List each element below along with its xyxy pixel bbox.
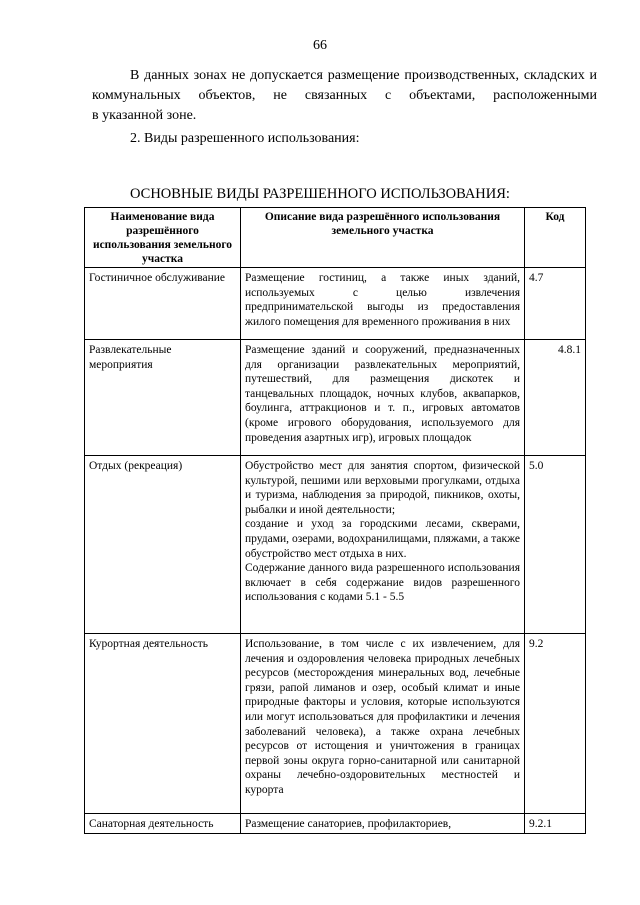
row-name: Гостиничное обслуживание: [85, 268, 241, 340]
row-description: Размещение санаториев, профилакториев,: [241, 814, 525, 834]
row-description: Использование, в том числе с их извлечением, для лечения и оздоровления человека природных лечебных ресурсов (месторождения минеральных вод, лечебные грязи, рапой лиманов и озер, особый климат и иные природные факторы и условия, которые используются или могут использоваться для профилактики и лечения заболеваний человека), а также охрана лечебных ресурсов от истощения и уничтожения в границах первой зоны округа горно-санитарной или санитарной охраны лечебно-оздоровительных местностей и курорта: [241, 634, 525, 814]
table-row: [85, 814, 586, 834]
table-row: [85, 268, 586, 340]
table-title: ОСНОВНЫЕ ВИДЫ РАЗРЕШЕННОГО ИСПОЛЬЗОВАНИЯ:: [130, 186, 510, 202]
land-use-table: [84, 207, 586, 834]
row-name: Курортная деятельность: [85, 634, 241, 814]
header-name: Наименование вида разрешённого использования земельного участка: [85, 208, 241, 268]
table-header-row: [85, 208, 586, 268]
row-description-part: Содержание данного вида разрешенного использования включает в себя содержание видов разрешенного использования с кодами 5.1 - 5.5: [245, 562, 520, 604]
row-code: 9.2: [525, 634, 586, 814]
table-row: [85, 634, 586, 814]
page-number: 66: [313, 38, 327, 53]
row-description: [241, 456, 525, 634]
intro-paragraph-1-tail: в указанной зоне.: [92, 108, 197, 123]
row-code: 4.7: [525, 268, 586, 340]
intro-text: [92, 66, 597, 149]
row-description-part: Обустройство мест для занятия спортом, физической культурой, пешими или верховыми прогулками, отдыха и туризма, наблюдения за природой, пикников, охоты, рыбалки и иной деятельности;: [245, 460, 520, 516]
table-row: [85, 456, 586, 634]
row-code: 4.8.1: [525, 340, 586, 456]
row-description: Размещение гостиниц, а также иных зданий, используемых с целью извлечения предпринимательской выгоды из предоставления жилого помещения для временного проживания в них: [241, 268, 525, 340]
row-name: Отдых (рекреация): [85, 456, 241, 634]
header-code: Код: [525, 208, 586, 268]
header-description: Описание вида разрешённого использования земельного участка: [241, 208, 525, 268]
row-description-part: создание и уход за городскими лесами, скверами, прудами, озерами, водохранилищами, пляжами, а также обустройство мест отдыха в них.: [245, 518, 520, 560]
intro-paragraph-1: В данных зонах не допускается размещение производственных, складских и коммунальных объектов, не связанных с объектами, расположенными: [92, 68, 597, 103]
table-row: [85, 340, 586, 456]
row-code: 9.2.1: [525, 814, 586, 834]
row-code: 5.0: [525, 456, 586, 634]
intro-paragraph-2: 2. Виды разрешенного использования:: [130, 131, 360, 146]
row-description: Размещение зданий и сооружений, предназначенных для организации развлекательных мероприятий, путешествий, для размещения дискотек и танцевальных площадок, ночных клубов, аквапарков, боулинга, аттракционов и т. п., игровых автоматов (кроме игрового оборудования, используемого для проведения азартных игр), игровых площадок: [241, 340, 525, 456]
row-name: Санаторная деятельность: [85, 814, 241, 834]
row-name: Развлекательные мероприятия: [85, 340, 241, 456]
